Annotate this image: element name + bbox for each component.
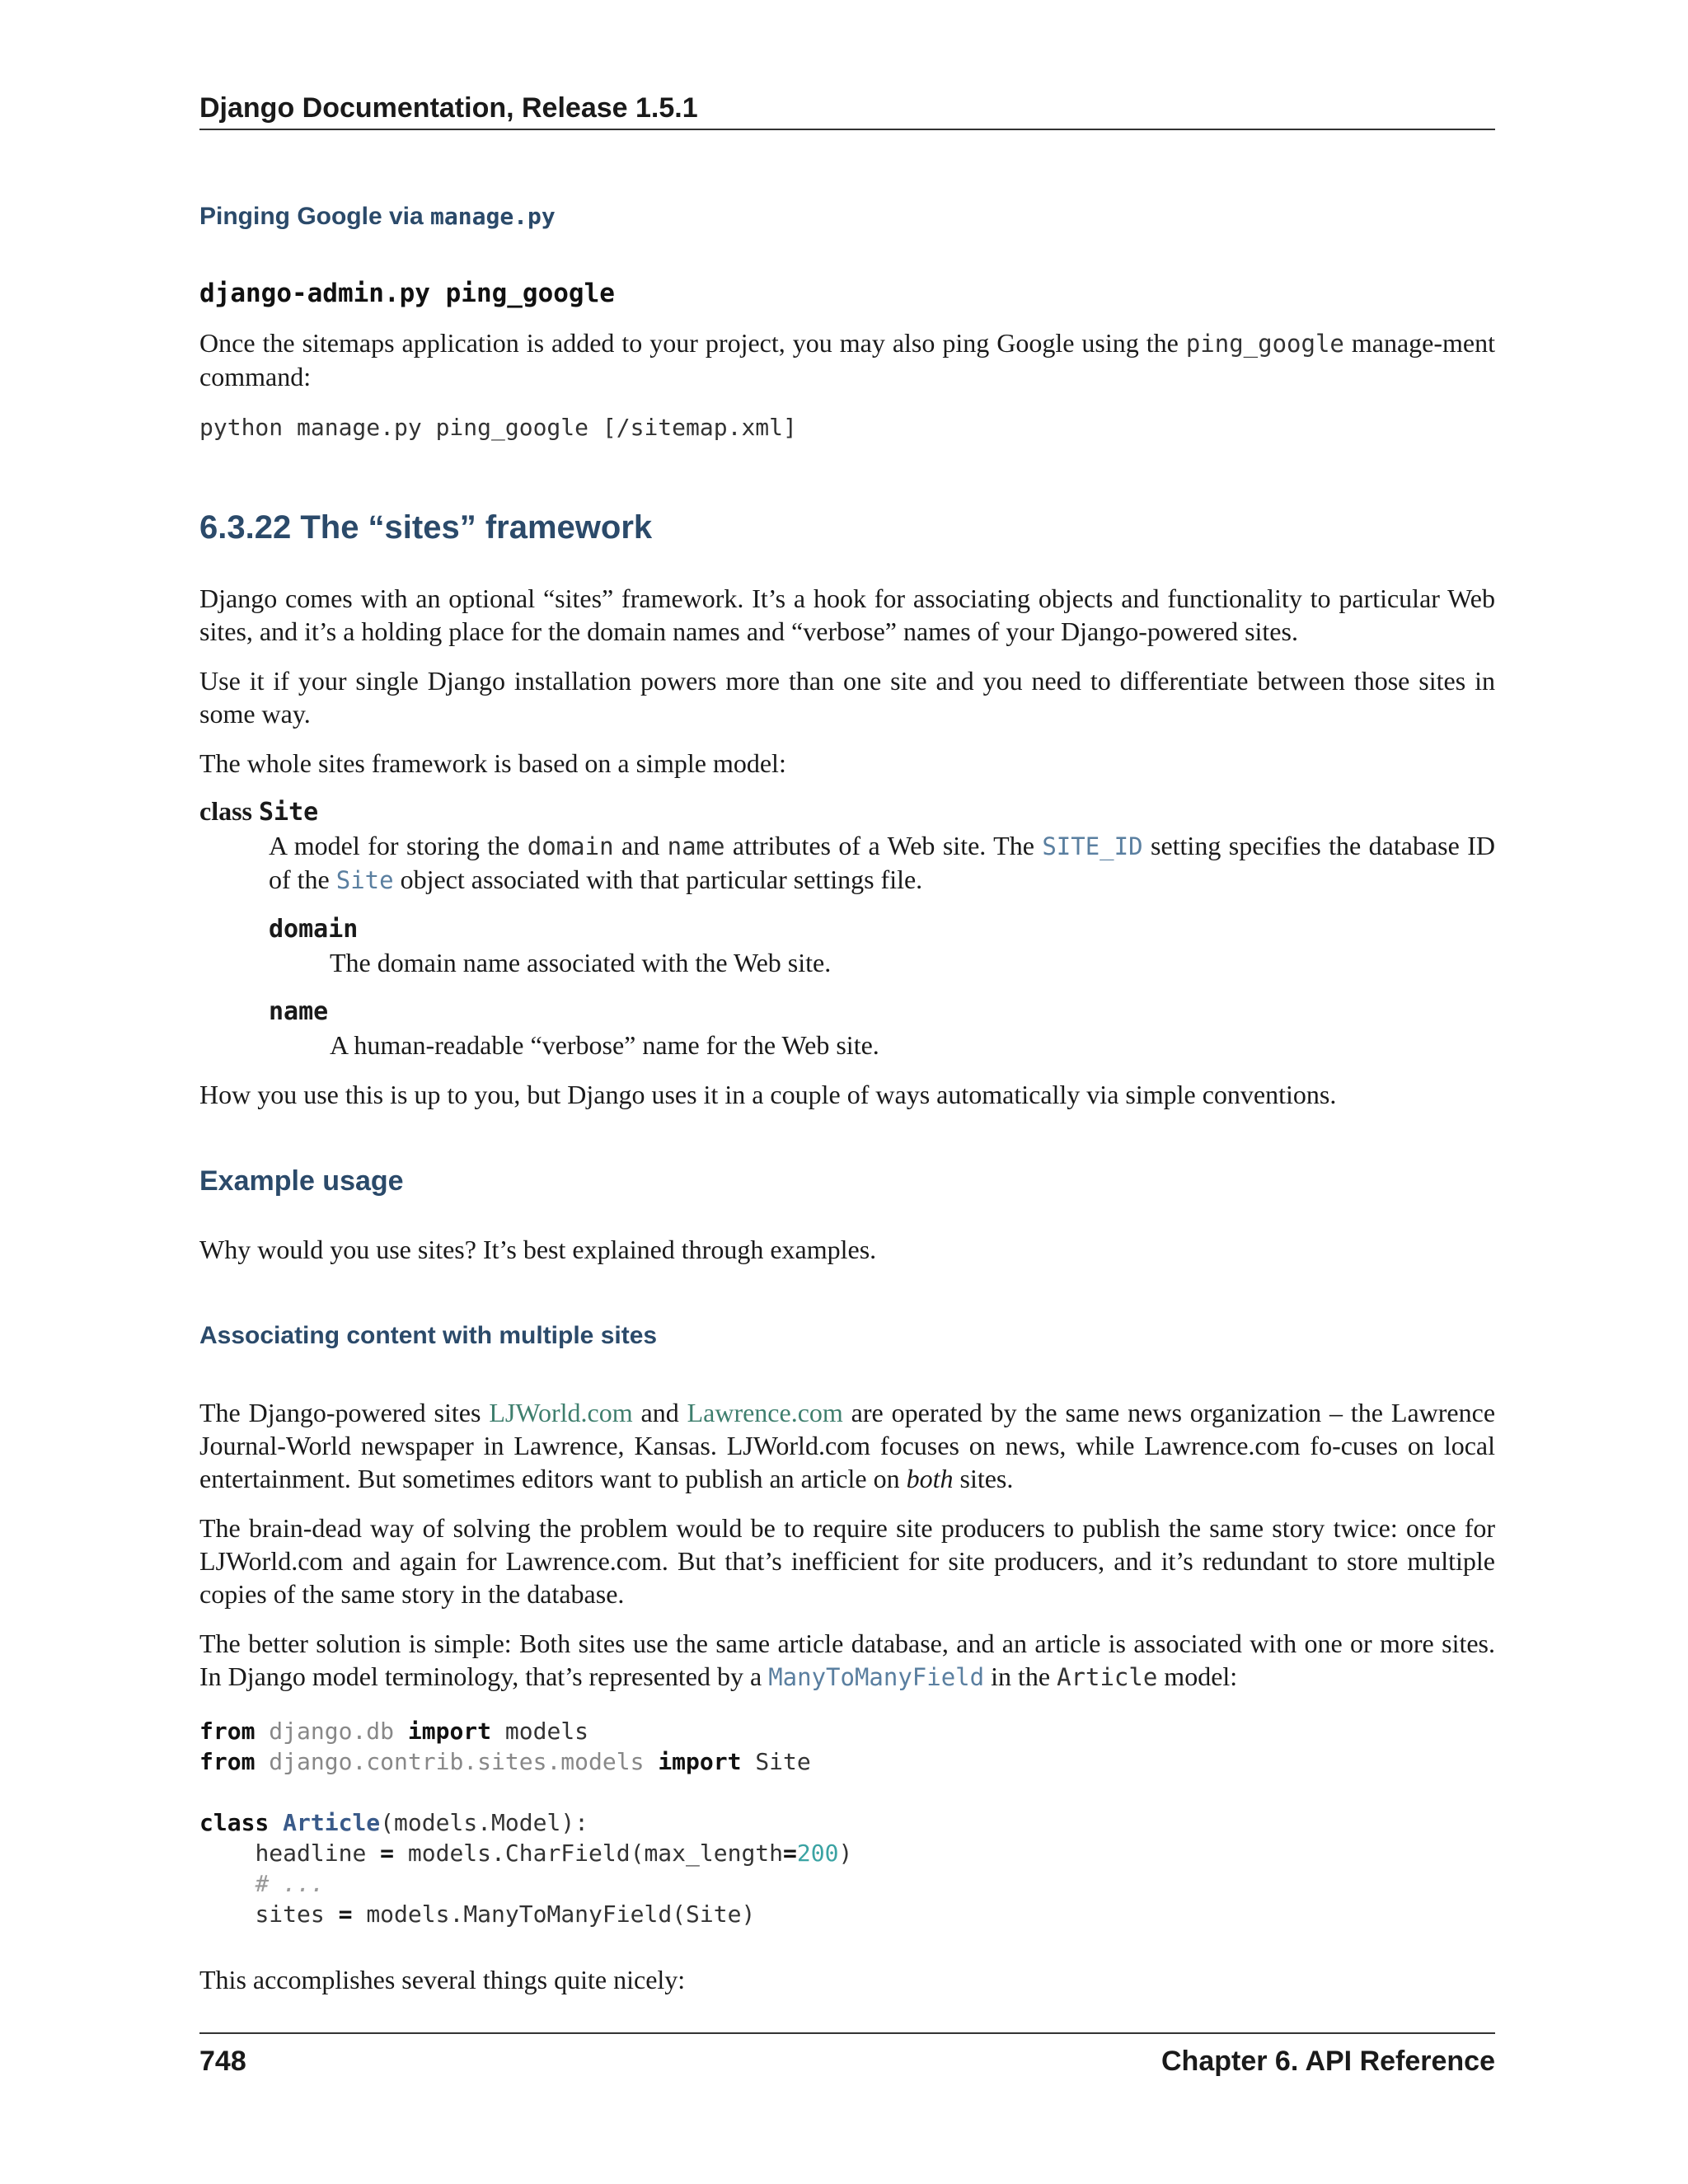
sites-paragraph-4: How you use this is up to you, but Django uses it in a couple of ways automatically via simple conventions. — [199, 1080, 1337, 1109]
page-footer — [199, 2046, 1495, 2078]
inline-code-domain: domain — [527, 832, 614, 860]
code-ping-command: python manage.py ping_google [/sitemap.xml] — [199, 414, 797, 441]
heading-pinging-google — [199, 203, 1495, 231]
example-paragraph: Why would you use sites? It’s best explained through examples. — [199, 1235, 877, 1264]
running-header: Django Documentation, Release 1.5.1 — [199, 92, 698, 124]
command-signature: django-admin.py ping_google — [199, 279, 615, 308]
assoc-paragraph-3: The better solution is simple: Both sites use the same article database, and an article is associated with one or more sites. In Django model terminology, that’s represented by a ManyToManyField in the Article model: — [199, 1629, 1495, 1691]
link-site-id[interactable]: SITE_ID — [1042, 832, 1143, 860]
heading-associating-content: Associating content with multiple sites — [199, 1322, 658, 1349]
attr-name-description: A human-readable “verbose” name for the Web site. — [330, 1030, 879, 1060]
inline-code-ping-google: ping_google — [1185, 330, 1344, 358]
sites-paragraph-3: The whole sites framework is based on a simple model: — [199, 748, 786, 778]
heading-sites-framework: 6.3.22 The “sites” framework — [199, 509, 653, 546]
class-name: Site — [259, 798, 319, 827]
heading-example-usage: Example usage — [199, 1165, 404, 1197]
link-ljworld[interactable]: LJWorld.com — [489, 1398, 633, 1427]
assoc-paragraph-1: The Django-powered sites LJWorld.com and Lawrence.com are operated by the same news organization – the Lawrence Journal-World newspaper in Lawrence, Kansas. LJWorld.com focuses on news, while Lawrence.com fo-cuses on local entertainment. But sometimes editors want to publish an article on both sites. — [199, 1398, 1496, 1493]
sites-paragraph-2: Use it if your single Django installation powers more than one site and you need to differentiate between those sites in some way. — [199, 666, 1495, 729]
attr-domain-description: The domain name associated with the Web site. — [330, 948, 832, 977]
assoc-paragraph-4: This accomplishes several things quite nicely: — [199, 1965, 686, 1994]
inline-code-article: Article — [1057, 1663, 1158, 1691]
inline-code-name: name — [667, 832, 725, 860]
ping-paragraph: Once the sitemaps application is added to your project, you may also ping Google using the ping_google manage-ment command: — [199, 328, 1496, 391]
link-lawrence[interactable]: Lawrence.com — [687, 1398, 843, 1427]
code-article-model: from django.db import models from django.contrib.sites.models import Site class Article(models.Model): headline = models.CharField(max_length=200) # ... sites = models.ManyToManyField(Site) — [199, 1718, 853, 1928]
footer-rule — [199, 2032, 1495, 2034]
sites-paragraph-1: Django comes with an optional “sites” framework. It’s a hook for associating objects and functionality to particular Web sites, and it’s a holding place for the domain names and “verbose” names of your Django-powered sites. — [199, 583, 1495, 646]
link-manytomanyfield[interactable]: ManyToManyField — [768, 1663, 985, 1691]
link-site[interactable]: Site — [335, 866, 394, 894]
class-site-signature: class Site — [199, 796, 319, 827]
heading-code: manage.py — [430, 203, 556, 230]
heading-text: Pinging Google via — [199, 203, 431, 230]
class-site-description: A model for storing the domain and name attributes of a Web site. The SITE_ID setting specifies the database ID of the Site object associated with that particular settings file. — [269, 831, 1496, 894]
attr-name-signature: name — [269, 997, 329, 1026]
assoc-paragraph-2: The brain-dead way of solving the problem would be to require site producers to publish the same story twice: once for LJWorld.com and again for Lawrence.com. But that’s inefficient for site producers, and it’s redundant to store multiple copies of the same story in the database. — [199, 1513, 1495, 1609]
header-rule — [199, 129, 1495, 130]
chapter-title: Chapter 6. API Reference — [1161, 2046, 1495, 2077]
page-number: 748 — [199, 2046, 246, 2077]
attr-domain-signature: domain — [269, 915, 359, 944]
